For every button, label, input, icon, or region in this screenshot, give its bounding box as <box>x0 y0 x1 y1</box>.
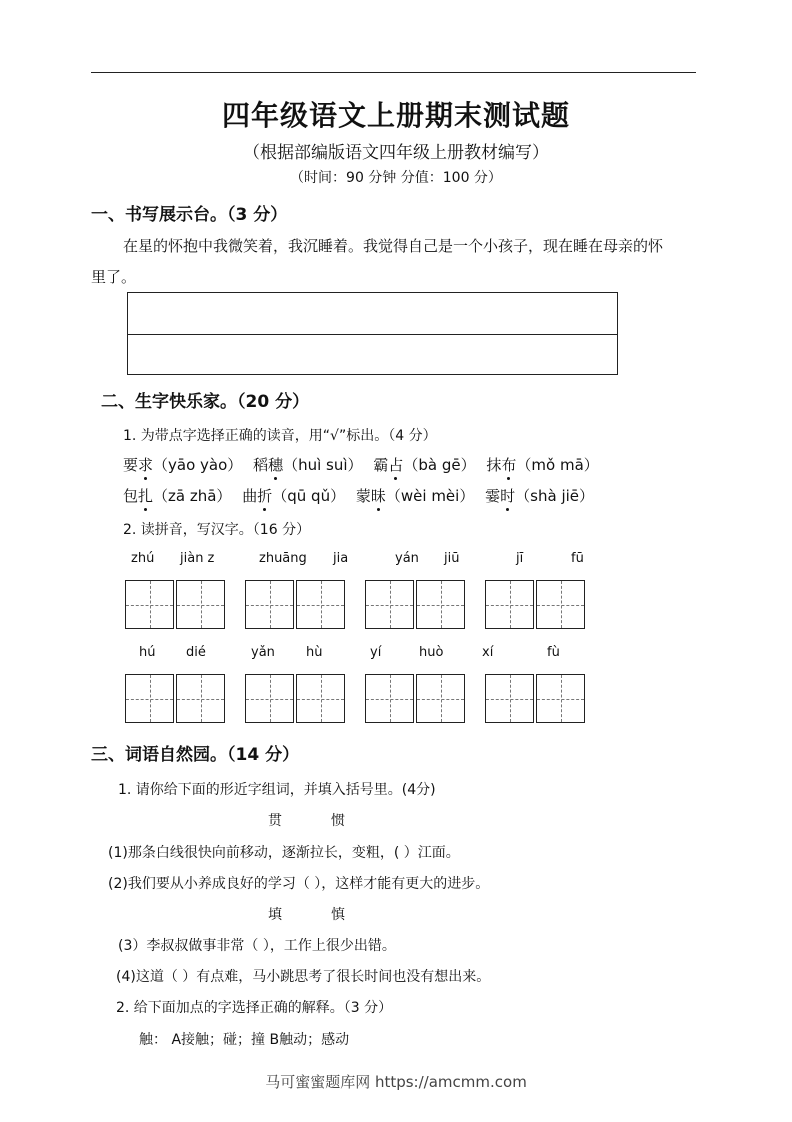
fill-sentence-3: (3）李叔叔做事非常（ ），工作上很少出错。 <box>118 938 396 954</box>
pinyin-label: yán <box>395 551 419 566</box>
character-box[interactable] <box>245 580 294 629</box>
dotted-char: 昧 <box>370 487 386 505</box>
pinyin-label: jī <box>516 551 524 566</box>
section3-q1: 1. 请你给下面的形近字组词，并填入括号里。(4分) <box>118 782 436 798</box>
pinyin-label: zhuāng <box>259 551 307 566</box>
pinyin-label: zhú <box>131 551 155 566</box>
dotted-char: 扎 <box>138 487 154 505</box>
character-box[interactable] <box>485 580 534 629</box>
page-title: 四年级语文上册期末测试题 <box>221 99 570 132</box>
character-grid-pair <box>245 674 347 723</box>
section3-heading: 三、词语自然园。（14 分） <box>91 745 300 765</box>
pinyin-label: yí <box>370 645 382 660</box>
pinyin-label: hù <box>306 645 323 660</box>
character-grid-pair <box>245 580 347 629</box>
pinyin-label: jiū <box>444 551 460 566</box>
pinyin-label: jiàn z <box>180 551 215 566</box>
page-subtitle: （根据部编版语文四年级上册教材编写） <box>243 143 549 163</box>
char-pair-word: 慎 <box>331 907 345 923</box>
pinyin-label: fū <box>571 551 584 566</box>
reading-row-1 <box>123 454 599 475</box>
reading-item[interactable]: 蒙昧（wèi mèi） <box>355 487 475 505</box>
character-box[interactable] <box>125 674 174 723</box>
character-grid-pair <box>485 580 587 629</box>
character-box[interactable] <box>536 580 585 629</box>
reading-item[interactable]: 要求（yāo yào） <box>123 456 243 474</box>
reading-item[interactable]: 曲折（qū qǔ） <box>242 487 346 505</box>
section2-q2: 2. 读拼音，写汉字。（16 分） <box>123 522 311 538</box>
character-box[interactable] <box>125 580 174 629</box>
handwriting-box[interactable] <box>127 292 618 375</box>
time-info: （时间：90 分钟 分值：100 分） <box>290 170 502 186</box>
pinyin-label: huò <box>419 645 444 660</box>
character-box[interactable] <box>416 580 465 629</box>
section1-text-line2: 里了。 <box>91 268 137 286</box>
dotted-char: 占 <box>388 456 404 474</box>
section1-text-line1: 在星的怀抱中我微笑着，我沉睡着。我觉得自己是一个小孩子，现在睡在母亲的怀 <box>123 237 664 255</box>
section3-q2: 2. 给下面加点的字选择正确的解释。（3 分） <box>116 1000 393 1016</box>
character-box[interactable] <box>365 674 414 723</box>
pinyin-label: xí <box>482 645 494 660</box>
reading-item[interactable]: 稻穗（huì suì） <box>253 456 363 474</box>
dotted-char: 折 <box>257 487 273 505</box>
char-pair-word: 惯 <box>331 813 345 829</box>
top-rule <box>91 72 696 73</box>
character-grid-pair <box>125 674 227 723</box>
dotted-char: 布 <box>501 456 517 474</box>
dotted-char: 求 <box>138 456 154 474</box>
character-box[interactable] <box>245 674 294 723</box>
reading-item[interactable]: 霸占（bà gē） <box>373 456 476 474</box>
fill-sentence-2: (2)我们要从小养成良好的学习（ ），这样才能有更大的进步。 <box>108 876 490 892</box>
fill-sentence-4: (4)这道（ ）有点难，马小跳思考了很长时间也没有想出来。 <box>116 969 491 985</box>
footer-watermark[interactable]: 马可蜜蜜题库网 https://amcmm.com <box>265 1073 527 1091</box>
section2-heading: 二、生字快乐家。（20 分） <box>101 392 310 412</box>
character-grid-pair <box>365 580 467 629</box>
character-box[interactable] <box>485 674 534 723</box>
section2-q1: 1. 为带点字选择正确的读音，用“√”标出。（4 分） <box>123 428 437 444</box>
character-box[interactable] <box>296 580 345 629</box>
handwriting-box-divider <box>128 334 617 335</box>
fill-sentence-1: (1)那条白线很快向前移动，逐渐拉长，变粗，( ）江面。 <box>108 845 460 861</box>
pinyin-label: hú <box>139 645 156 660</box>
character-box[interactable] <box>536 674 585 723</box>
character-box[interactable] <box>365 580 414 629</box>
pinyin-label: yǎn <box>251 645 275 660</box>
reading-item[interactable]: 霎时（shà jiē） <box>485 487 595 505</box>
character-box[interactable] <box>176 674 225 723</box>
character-grid-pair <box>485 674 587 723</box>
character-grid-pair <box>125 580 227 629</box>
character-box[interactable] <box>296 674 345 723</box>
character-box[interactable] <box>416 674 465 723</box>
char-pair-word: 填 <box>268 907 282 923</box>
char-pair-word: 贯 <box>268 813 282 829</box>
reading-row-2 <box>123 485 594 506</box>
pinyin-label: jia <box>333 551 349 566</box>
reading-item[interactable]: 抹布（mǒ mā） <box>486 456 599 474</box>
reading-item[interactable]: 包扎（zā zhā） <box>123 487 232 505</box>
dotted-char: 时 <box>500 487 516 505</box>
character-grid-pair <box>365 674 467 723</box>
definition-choice: 触： A接触；碰；撞 B触动；感动 <box>139 1032 350 1048</box>
dotted-char: 穗 <box>268 456 284 474</box>
character-box[interactable] <box>176 580 225 629</box>
section1-heading: 一、书写展示台。（3 分） <box>91 205 288 225</box>
pinyin-label: dié <box>186 645 206 660</box>
pinyin-label: fù <box>547 645 560 660</box>
